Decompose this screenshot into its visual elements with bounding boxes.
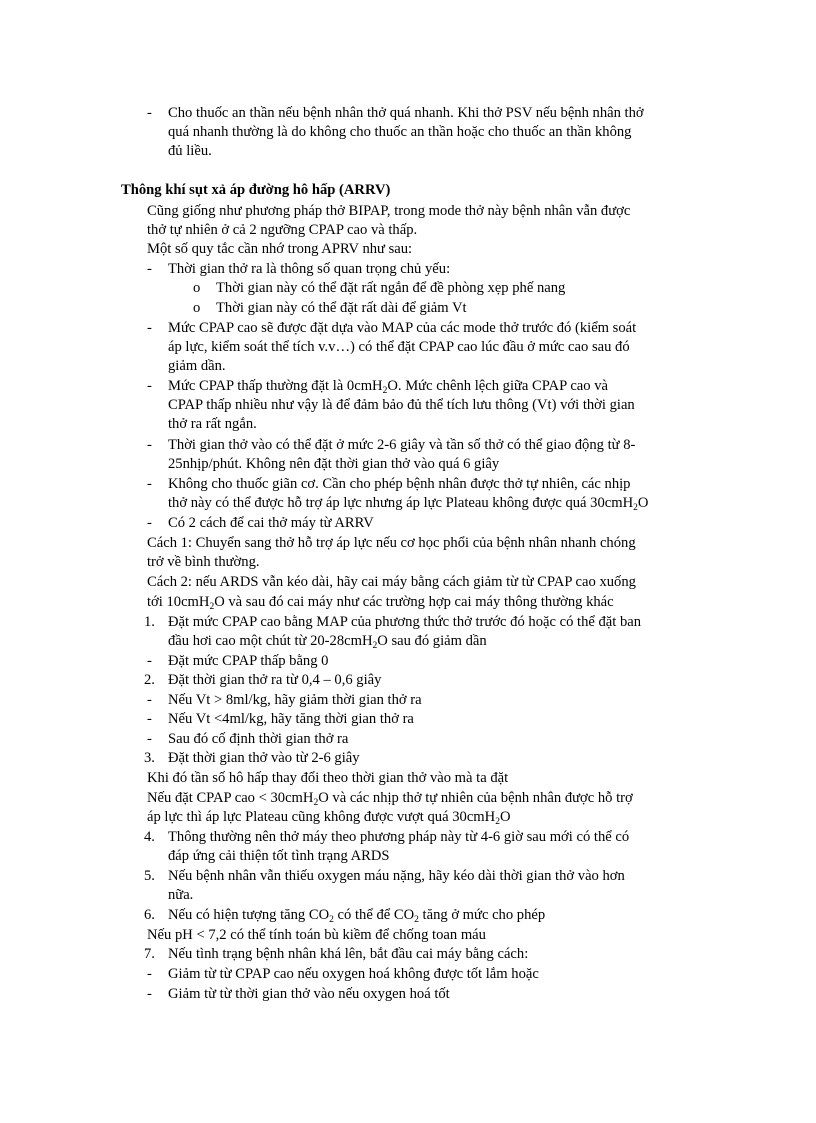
- bullet-dash: -: [147, 105, 152, 121]
- bullet-dash: -: [147, 711, 152, 727]
- text-line: trở về bình thường.: [147, 554, 260, 570]
- text-line: Cũng giống như phương pháp thở BIPAP, trong mode thở này bệnh nhân vẫn được: [147, 203, 631, 219]
- bullet-dash: -: [147, 692, 152, 708]
- list-number: 7.: [144, 946, 155, 962]
- bullet-dash: -: [147, 320, 152, 336]
- text-line: Nếu có hiện tượng tăng $CO_2$ có thể để $CO_2$ tăng ở mức cho phép: [168, 907, 546, 925]
- text-line: đủ liều.: [168, 143, 212, 159]
- bullet-dash: -: [147, 653, 152, 669]
- text-line: Không cho thuốc giãn cơ. Cần cho phép bệnh nhân được thở tự nhiên, các nhịp: [168, 476, 631, 492]
- text-line: Giảm từ từ thời gian thở vào nếu oxygen hoá tốt: [168, 986, 450, 1002]
- bullet-dash: -: [147, 515, 152, 531]
- bullet-circle: o: [193, 280, 201, 296]
- text-line: giảm dần.: [168, 358, 226, 374]
- text-line: Nếu tình trạng bệnh nhân khá lên, bắt đầu cai máy bằng cách:: [168, 946, 529, 962]
- text-line: thở ra rất ngắn.: [168, 416, 257, 432]
- text-line: Thời gian thở ra là thông số quan trọng chủ yếu:: [168, 261, 451, 277]
- text-line: Nếu bệnh nhân vẫn thiếu oxygen máu nặng, hãy kéo dài thời gian thở vào hơn: [168, 868, 625, 884]
- text-line: Nếu đặt CPAP cao < 30cmH$_2$O và các nhịp thở tự nhiên của bệnh nhân được hỗ trợ: [147, 790, 633, 808]
- text-line: Đặt thời gian thở ra từ 0,4 – 0,6 giây: [168, 672, 382, 688]
- bullet-dash: -: [147, 378, 152, 394]
- text-line: Thời gian thở vào có thể đặt ở mức 2-6 giây và tần số thở có thể giao động từ 8-: [168, 437, 636, 453]
- list-number: 6.: [144, 907, 155, 923]
- text-line: Mức CPAP cao sẽ được đặt dựa vào MAP của các mode thở trước đó (kiểm soát: [168, 320, 637, 336]
- text-line: Một số quy tắc cần nhớ trong APRV như sau:: [147, 241, 413, 257]
- text-line: nữa.: [168, 887, 194, 903]
- text-line: Khi đó tần số hô hấp thay đổi theo thời gian thở vào mà ta đặt: [147, 770, 509, 786]
- section-heading: Thông khí sụt xả áp đường hô hấp (ARRV): [121, 182, 391, 198]
- list-number: 5.: [144, 868, 155, 884]
- bullet-dash: -: [147, 437, 152, 453]
- bullet-dash: -: [147, 986, 152, 1002]
- text-line: Đặt thời gian thở vào từ 2-6 giây: [168, 750, 360, 766]
- text-line: quá nhanh thường là do không cho thuốc an thần hoặc cho thuốc an thần không: [168, 124, 632, 140]
- list-number: 3.: [144, 750, 155, 766]
- text-line: Sau đó cố định thời gian thở ra: [168, 731, 349, 747]
- text-line: Đặt mức CPAP cao bằng MAP của phương thức thở trước đó hoặc có thể đặt ban: [168, 614, 642, 630]
- text-line: Cho thuốc an thần nếu bệnh nhân thở quá nhanh. Khi thở PSV nếu bệnh nhân thở: [168, 105, 644, 121]
- text-line: Giảm từ từ CPAP cao nếu oxygen hoá không được tốt lắm hoặc: [168, 966, 539, 982]
- list-number: 1.: [144, 614, 155, 630]
- text-line: Thời gian này có thể đặt rất dài để giảm Vt: [216, 300, 467, 316]
- text-line: thở này có thể được hỗ trợ áp lực nhưng áp lực Plateau không được quá 30cmH$_2$O: [168, 495, 649, 513]
- text-line: thở tự nhiên ở cả 2 ngưỡng CPAP cao và thấp.: [147, 222, 418, 238]
- text-line: Đặt mức CPAP thấp bằng 0: [168, 653, 329, 669]
- bullet-dash: -: [147, 731, 152, 747]
- text-line: 25nhịp/phút. Không nên đặt thời gian thở vào quá 6 giây: [168, 456, 500, 472]
- text-line: tới 10cmH$_2$O và sau đó cai máy như các trường hợp cai máy thông thường khác: [147, 594, 614, 612]
- text-line: CPAP thấp nhiều như vậy là để đảm bảo đủ thể tích lưu thông (Vt) với thời gian: [168, 397, 635, 413]
- text-line: áp lực thì áp lực Plateau cũng không được vượt quá 30cmH$_2$O: [147, 809, 511, 827]
- text-line: Thời gian này có thể đặt rất ngắn để đề phòng xẹp phế nang: [216, 280, 566, 296]
- bullet-dash: -: [147, 476, 152, 492]
- text-line: Có 2 cách để cai thở máy từ ARRV: [168, 515, 374, 531]
- text-line: Cách 1: Chuyển sang thở hỗ trợ áp lực nếu cơ học phổi của bệnh nhân nhanh chóng: [147, 535, 636, 551]
- bullet-dash: -: [147, 966, 152, 982]
- text-line: Nếu Vt > 8ml/kg, hãy giảm thời gian thở ra: [168, 692, 422, 708]
- text-line: Thông thường nên thở máy theo phương pháp này từ 4-6 giờ sau mới có thể có: [168, 829, 630, 845]
- text-line: Nếu pH < 7,2 có thể tính toán bù kiềm để chống toan máu: [147, 927, 486, 943]
- text-line: đầu hơi cao một chút từ 20-28cmH$_2$O sau đó giảm dần: [168, 633, 487, 651]
- list-number: 2.: [144, 672, 155, 688]
- text-line: đáp ứng cải thiện tốt tình trạng ARDS: [168, 848, 390, 864]
- text-line: áp lực, kiểm soát thể tích v.v…) có thể đặt CPAP cao lúc đầu ở mức cao sau đó: [168, 339, 630, 355]
- text-line: Mức CPAP thấp thường đặt là 0cmH$_2$O. Mức chênh lệch giữa CPAP cao và: [168, 378, 608, 396]
- text-line: Nếu Vt <4ml/kg, hãy tăng thời gian thở ra: [168, 711, 414, 727]
- text-line: Cách 2: nếu ARDS vẫn kéo dài, hãy cai máy bằng cách giảm từ từ CPAP cao xuống: [147, 574, 636, 590]
- bullet-circle: o: [193, 300, 201, 316]
- list-number: 4.: [144, 829, 155, 845]
- bullet-dash: -: [147, 261, 152, 277]
